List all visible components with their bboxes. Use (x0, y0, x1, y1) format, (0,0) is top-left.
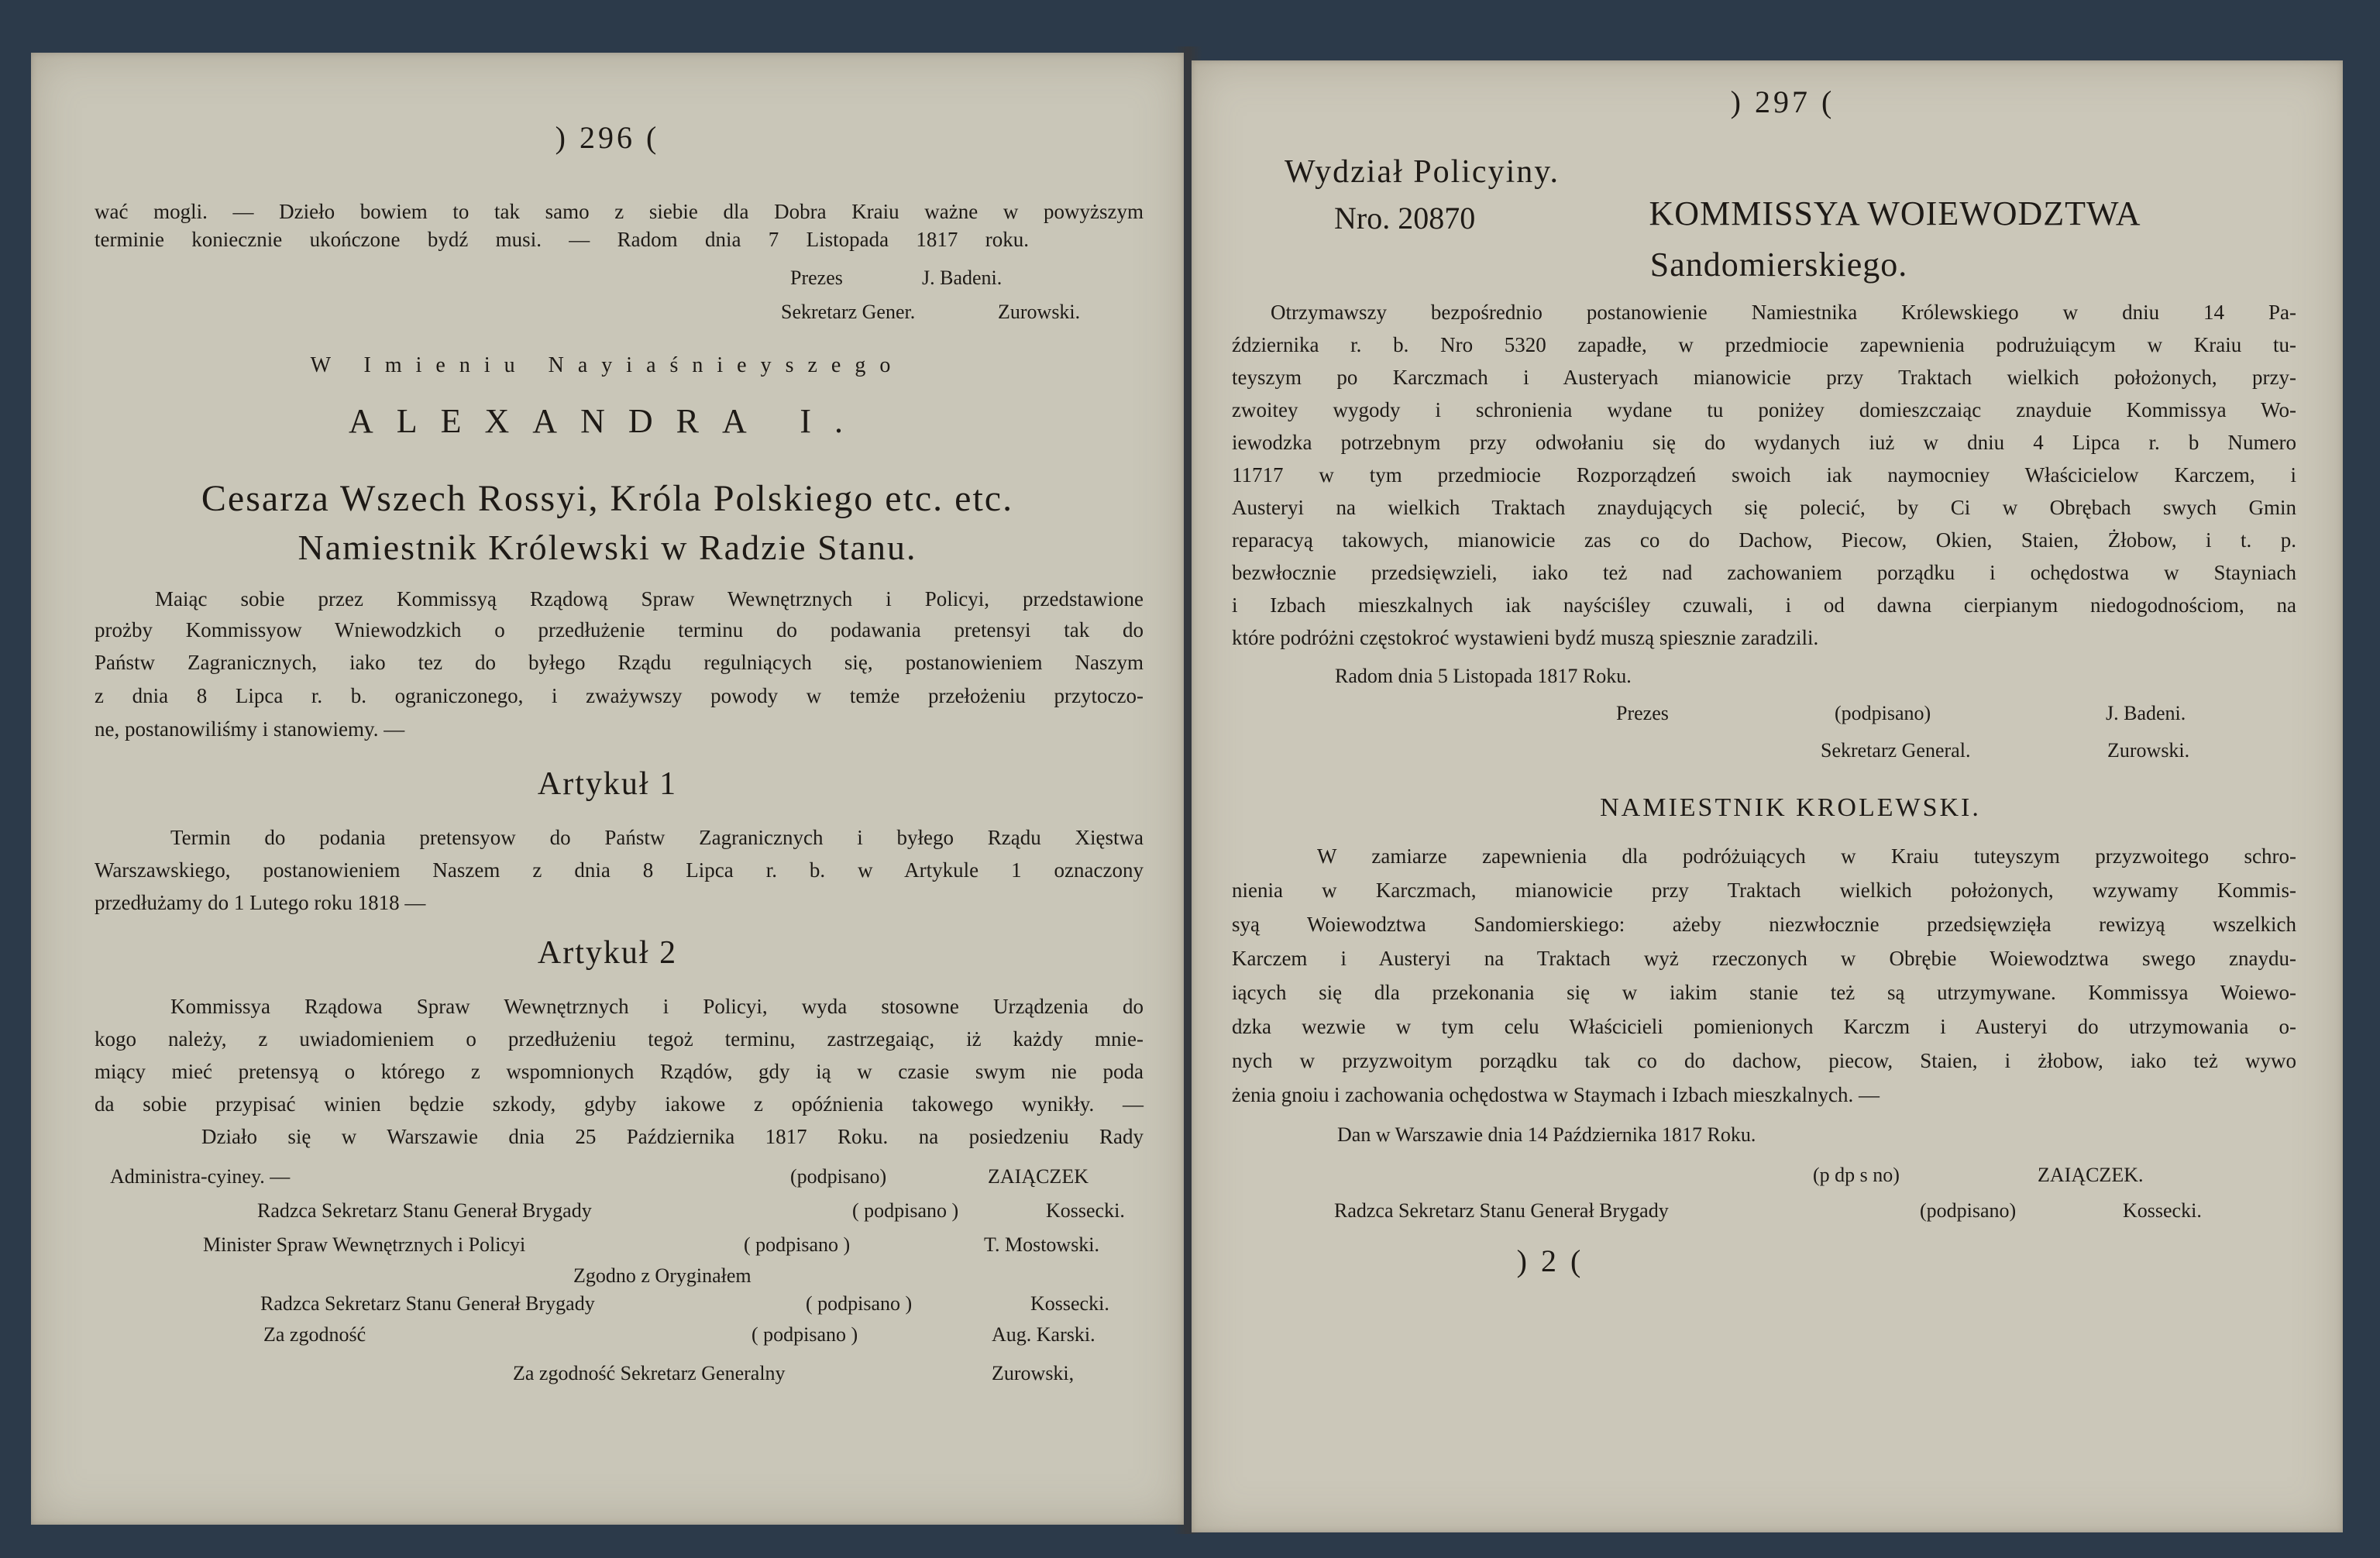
cesarza-heading: Cesarza Wszech Rossyi, Króla Polskiego etc. etc. (201, 478, 1014, 519)
sekretarz-title-right: Sekretarz General. (1821, 739, 1971, 762)
prezes-name: J. Badeni. (922, 267, 1003, 289)
left-para2-line1: Maiąc sobie przez Kommissyą Rządową Spraw Wewnętrznych i Policyi, przedstawione (155, 587, 1144, 610)
right-para2-line8: żenia gnoiu i zachowania ochędostwa w Staymach i Izbach mieszkalnych. — (1232, 1083, 1880, 1106)
right-para1-line11: które podróżni częstokroć wystawieni bydź muszą spiesznie zaradzili. (1232, 626, 1819, 649)
radzca-text-right: Radzca Sekretarz Stanu Generał Brygady (1334, 1199, 1669, 1222)
art1-line1: Termin do podania pretensyow do Państw Zagranicznych i byłego Rządu Xięstwa (170, 826, 1144, 849)
zaiaczek-name: ZAIĄCZEK (988, 1165, 1089, 1188)
left-para2-line3: Państw Zagranicznych, iako tez do byłego Rządu regulniących się, postanowieniem Naszym (95, 651, 1144, 674)
sandomierskiego-heading: Sandomierskiego. (1649, 246, 1908, 284)
artykul-2-heading: Artykuł 2 (537, 935, 678, 971)
podpisano-right-3: (podpisano) (1920, 1199, 2017, 1222)
art2-line4: da sobie przypisać winien będzie szkody, gdyby iakowe z opóźnienia takowego wynikły. — (95, 1092, 1144, 1116)
dept-heading: Wydział Policyiny. (1285, 154, 1560, 190)
left-para2-line4: z dnia 8 Lipca r. b. ograniczonego, i zważywszy powody w temże przełożeniu przytoczo- (95, 684, 1144, 707)
mostowski-name: T. Mostowski. (984, 1233, 1100, 1256)
right-para1-line9: bezwłocznie przedsięwzieli, iako też nad zachowaniem porządku i ochędostwa w Stayniach (1232, 561, 2296, 584)
kommissya-heading: KOMMISSYA WOIEWODZTWA (1649, 194, 2141, 232)
podpisano-1: (podpisano) (790, 1165, 887, 1188)
imieniu-heading: W Imieniu Nayiaśnieyszego (310, 353, 905, 377)
namiestnik-krolewski-heading: NAMIESTNIK KROLEWSKI. (1600, 793, 1981, 822)
badeni-name-right: J. Badeni. (2106, 702, 2186, 724)
dan-date: Dan w Warszawie dnia 14 Października 1817 Roku. (1337, 1123, 1756, 1146)
kossecki-name-right: Kossecki. (2123, 1199, 2202, 1222)
artykul-1-heading: Artykuł 1 (537, 766, 678, 802)
right-para2-line6: dzka wezwie w tym celu Właścicieli pomienionych Karczm i Austeryi do utrzymowania o- (1232, 1015, 2296, 1038)
kossecki-name-2: Kossecki. (1030, 1292, 1109, 1315)
zurowski-name-right: Zurowski. (2107, 739, 2190, 762)
page-number-left: ) 296 ( (555, 120, 660, 155)
zgodno-text: Zgodno z Oryginałem (573, 1264, 751, 1287)
za-zgodnosc-2: Za zgodność Sekretarz Generalny (513, 1362, 786, 1384)
namiestnik-heading: Namiestnik Królewski w Radzie Stanu. (298, 528, 917, 567)
aug-karski-name: Aug. Karski. (992, 1323, 1095, 1346)
left-para2-line5: ne, postanowiliśmy i stanowiemy. — (95, 717, 405, 741)
art1-line3: przedłużamy do 1 Lutego roku 1818 — (95, 891, 426, 914)
zurowski-name-2: Zurowski, (992, 1362, 1075, 1384)
za-zgodnosc-1: Za zgodność (263, 1323, 366, 1346)
prezes-title: Prezes (790, 267, 843, 289)
right-para2-line4: Karczem i Austeryi na Traktach wyż rzeczonych w Obrębie Woiewodztwa swego znaydu- (1232, 947, 2296, 970)
right-para1-line3: teyszym po Karczmach i Austeryach mianowicie przy Traktach wielkich położonych, przy- (1232, 366, 2296, 389)
right-para1-line8: reparacyą takowych, mianowicie zas co do Dachow, Piecow, Okien, Staien, Żłobow, i t. p. (1232, 528, 2296, 552)
sekretarz-title: Sekretarz Gener. (781, 301, 916, 323)
art1-line2: Warszawskiego, postanowieniem Naszem z dnia 8 Lipca r. b. w Artykule 1 oznaczony (95, 858, 1144, 882)
podpisano-right-2: (p dp s no) (1813, 1164, 1900, 1186)
podpisano-3: ( podpisano ) (744, 1233, 851, 1256)
right-para1-line7: Austeryi na wielkich Traktach znaydujących się polecić, by Ci w Obrębach swych Gmin (1232, 496, 2296, 519)
right-para2-line2: nienia w Karczmach, mianowicie przy Traktach wielkich położonych, wzywamy Kommis- (1232, 879, 2296, 902)
right-para2-line3: syą Woiewodztwa Sandomierskiego: ażeby niezwłocznie przedsięwzięła rewizyą wszelkich (1232, 913, 2296, 936)
kossecki-name-1: Kossecki. (1046, 1199, 1125, 1222)
minister-text: Minister Spraw Wewnętrznych i Policyi (203, 1233, 526, 1256)
right-page (1192, 60, 2343, 1532)
art2-line1: Kommissya Rządowa Spraw Wewnętrznych i Policyi, wyda stosowne Urządzenia do (170, 995, 1144, 1018)
right-para1-line10: i Izbach mieszkalnych iak nayściśley czuwali, i od dawna cierpianym niedogodnościom, na (1232, 593, 2296, 617)
sekretarz-name: Zurowski. (998, 301, 1081, 323)
left-para1-line1: wać mogli. — Dzieło bowiem to tak samo z siebie dla Dobra Kraiu ważne w powyższym (95, 200, 1144, 223)
podpisano-2: ( podpisano ) (852, 1199, 959, 1222)
right-para1-line5: iewodzka potrzebnym przy odwołaniu się do wydanych iuż w dniu 4 Lipca r. b Numero (1232, 431, 2296, 454)
nro-text: Nro. 20870 (1334, 201, 1476, 236)
left-page (31, 53, 1184, 1525)
alexandra-heading: ALEXANDRA I. (349, 402, 866, 440)
podpisano-4: ( podpisano ) (806, 1292, 913, 1315)
page-number-right: ) 297 ( (1730, 84, 1835, 119)
right-para1-line6: 11717 w tym przedmiocie Rozporządzeń swoich iak naymocniey Właścicielow Karczem, i (1232, 463, 2296, 487)
radom-date: Radom dnia 5 Listopada 1817 Roku. (1335, 665, 1632, 687)
art2-line2: kogo należy, z uwiadomieniem o przedłużeniu tegoż terminu, zastrzegaiąc, iż każdy mnie- (95, 1027, 1144, 1051)
prezes-title-right: Prezes (1616, 702, 1669, 724)
podpisano-5: ( podpisano ) (751, 1323, 858, 1346)
art2-line5: Działo się w Warszawie dnia 25 Października 1817 Roku. na posiedzeniu Rady (201, 1125, 1144, 1148)
right-para1-line2: ździernika r. b. Nro 5320 zapadłe, w przedmiocie zapewnienia podrużuiącym w Kraiu tu- (1232, 333, 2296, 356)
podpisano-right-1: (podpisano) (1835, 702, 1931, 724)
left-para1-line2: terminie koniecznie ukończone bydź musi. — Radom dnia 7 Listopada 1817 roku. (95, 228, 1029, 251)
radzca-text-2: Radzca Sekretarz Stanu Generał Brygady (260, 1292, 595, 1315)
sheet-signature: ) 2 ( (1516, 1243, 1584, 1278)
right-para2-line7: nych w przyzwoitym porządku tak co do dachow, piecow, Staien, i żłobow, iako też wywo (1232, 1049, 2296, 1072)
left-para2-line2: prożby Kommissyow Wniewodzkich o przedłużenie terminu do podawania pretensyi tak do (95, 618, 1144, 641)
art2-line3: miący mieć pretensyą o którego z wspomnionych Rządów, gdy ią w czasie swym nie poda (95, 1060, 1144, 1083)
right-para1-line1: Otrzymawszy bezpośrednio postanowienie Namiestnika Królewskiego w dniu 14 Pa- (1271, 301, 2296, 324)
right-para2-line1: W zamiarze zapewnienia dla podróżuiących w Kraiu tuteyszym przyzwoitego schro- (1317, 844, 2296, 868)
right-para2-line5: iących się dla przekonania się w iakim stanie też są utrzymywane. Kommissya Woiewo- (1232, 981, 2296, 1004)
zaiaczek-name-right: ZAIĄCZEK. (2038, 1164, 2144, 1186)
radzca-text-1: Radzca Sekretarz Stanu Generał Brygady (257, 1199, 592, 1222)
right-para1-line4: zwoitey wygody i schronienia wydane tu poniżey domieszczaiąc znayduie Kommissya Wo- (1232, 398, 2296, 421)
admin-text: Administra-cyiney. — (110, 1165, 291, 1188)
